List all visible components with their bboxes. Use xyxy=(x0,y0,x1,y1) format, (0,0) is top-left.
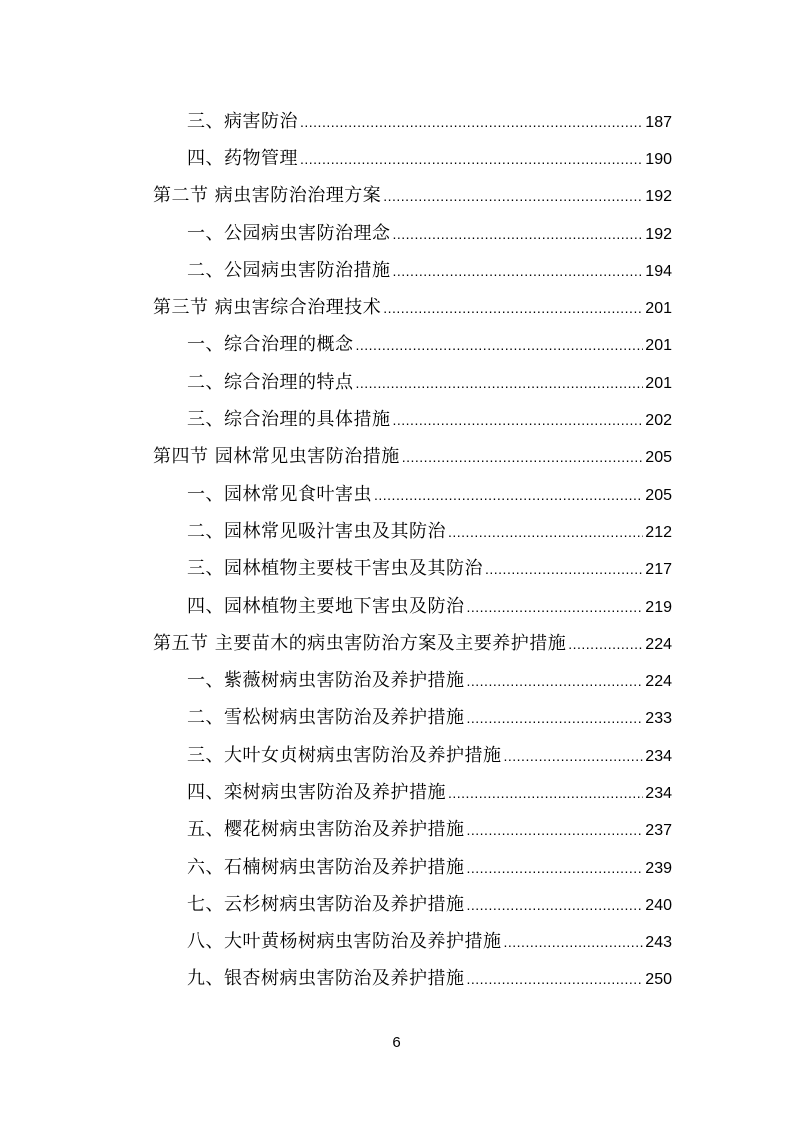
toc-leader-dots xyxy=(393,412,644,428)
toc-leader-dots xyxy=(393,263,644,279)
toc-entry-title: 第三节 病虫害综合治理技术 xyxy=(153,297,382,319)
toc-section-entry[interactable] xyxy=(0,176,793,213)
toc-entry-title: 二、综合治理的特点 xyxy=(187,371,354,393)
toc-entry-page: 234 xyxy=(645,747,672,765)
toc-entry[interactable] xyxy=(0,847,793,884)
toc-entry-title: 一、综合治理的概念 xyxy=(187,334,354,356)
toc-entry-page: 194 xyxy=(645,262,672,280)
toc-section-entry[interactable] xyxy=(0,287,793,324)
toc-entry-page: 201 xyxy=(645,374,672,392)
toc-entry[interactable] xyxy=(0,735,793,772)
toc-leader-dots xyxy=(467,673,644,689)
toc-entry-title: 八、大叶黄杨树病虫害防治及养护措施 xyxy=(187,931,502,953)
toc-leader-dots xyxy=(467,599,644,615)
toc-entry-page: 190 xyxy=(645,150,672,168)
toc-entry-title: 九、银杏树病虫害防治及养护措施 xyxy=(187,968,465,990)
toc-entry-title: 第四节 园林常见虫害防治措施 xyxy=(153,446,400,468)
toc-leader-dots xyxy=(467,860,644,876)
toc-entry-page: 187 xyxy=(645,113,672,131)
toc-entry-page: 201 xyxy=(645,337,672,355)
toc-leader-dots xyxy=(300,151,643,167)
toc-entry-page: 192 xyxy=(645,188,672,206)
toc-leader-dots xyxy=(504,748,644,764)
toc-entry-title: 七、云杉树病虫害防治及养护措施 xyxy=(187,893,465,915)
toc-entry-page: 205 xyxy=(645,486,672,504)
toc-entry-page: 205 xyxy=(645,449,672,467)
toc-leader-dots xyxy=(356,375,644,391)
toc-entry-page: 224 xyxy=(645,635,672,653)
toc-leader-dots xyxy=(448,524,643,540)
toc-entry-page: 240 xyxy=(645,896,672,914)
toc-leader-dots xyxy=(402,449,644,465)
toc-leader-dots xyxy=(504,934,644,950)
toc-entry-page: 192 xyxy=(645,225,672,243)
toc-entry-title: 一、公园病虫害防治理念 xyxy=(187,222,391,244)
toc-entry[interactable] xyxy=(0,698,793,735)
toc-entry[interactable] xyxy=(0,474,793,511)
toc-leader-dots xyxy=(568,636,643,652)
toc-entry-title: 四、园林植物主要地下害虫及防治 xyxy=(187,595,465,617)
toc-entry[interactable] xyxy=(0,101,793,138)
toc-entry-page: 250 xyxy=(645,971,672,989)
toc-leader-dots xyxy=(448,785,643,801)
toc-entry[interactable] xyxy=(0,325,793,362)
toc-leader-dots xyxy=(467,971,644,987)
toc-entry[interactable] xyxy=(0,884,793,921)
toc-entry[interactable] xyxy=(0,922,793,959)
toc-entry[interactable] xyxy=(0,959,793,996)
toc-leader-dots xyxy=(467,710,644,726)
toc-section-entry[interactable] xyxy=(0,437,793,474)
toc-leader-dots xyxy=(383,300,643,316)
toc-entry[interactable] xyxy=(0,549,793,586)
toc-entry-title: 三、园林植物主要枝干害虫及其防治 xyxy=(187,558,483,580)
toc-entry-title: 二、公园病虫害防治措施 xyxy=(187,259,391,281)
toc-entry[interactable] xyxy=(0,213,793,250)
toc-entry-title: 第二节 病虫害防治治理方案 xyxy=(153,185,382,207)
toc-entry-page: 233 xyxy=(645,710,672,728)
toc-entry-page: 201 xyxy=(645,300,672,318)
toc-entry-page: 243 xyxy=(645,934,672,952)
toc-entry-title: 五、樱花树病虫害防治及养护措施 xyxy=(187,819,465,841)
toc-leader-dots xyxy=(300,114,643,130)
toc-entry[interactable] xyxy=(0,399,793,436)
toc-entry[interactable] xyxy=(0,810,793,847)
toc-entry-title: 二、园林常见吸汁害虫及其防治 xyxy=(187,520,446,542)
toc-entry-page: 224 xyxy=(645,673,672,691)
toc-entry-page: 237 xyxy=(645,822,672,840)
toc-entry-title: 二、雪松树病虫害防治及养护措施 xyxy=(187,707,465,729)
toc-entry-title: 三、大叶女贞树病虫害防治及养护措施 xyxy=(187,744,502,766)
table-of-contents xyxy=(0,101,793,996)
toc-entry[interactable] xyxy=(0,138,793,175)
toc-entry[interactable] xyxy=(0,772,793,809)
toc-entry-title: 一、紫薇树病虫害防治及养护措施 xyxy=(187,670,465,692)
toc-entry-title: 四、药物管理 xyxy=(187,147,298,169)
toc-leader-dots xyxy=(393,226,644,242)
page-number: 6 xyxy=(392,1034,401,1051)
toc-leader-dots xyxy=(374,487,643,503)
toc-entry-page: 234 xyxy=(645,784,672,802)
toc-entry-title: 第五节 主要苗木的病虫害防治方案及主要养护措施 xyxy=(153,632,567,654)
toc-entry[interactable] xyxy=(0,586,793,623)
toc-entry[interactable] xyxy=(0,362,793,399)
toc-entry[interactable] xyxy=(0,511,793,548)
toc-leader-dots xyxy=(467,897,644,913)
toc-section-entry[interactable] xyxy=(0,623,793,660)
toc-entry-page: 217 xyxy=(645,561,672,579)
toc-entry-title: 一、园林常见食叶害虫 xyxy=(187,483,372,505)
toc-entry-page: 202 xyxy=(645,412,672,430)
toc-entry[interactable] xyxy=(0,660,793,697)
toc-entry-title: 四、栾树病虫害防治及养护措施 xyxy=(187,781,446,803)
toc-leader-dots xyxy=(485,561,643,577)
toc-entry-page: 212 xyxy=(645,523,672,541)
toc-leader-dots xyxy=(356,337,644,353)
toc-entry-page: 239 xyxy=(645,859,672,877)
toc-entry[interactable] xyxy=(0,250,793,287)
toc-entry-title: 六、石楠树病虫害防治及养护措施 xyxy=(187,856,465,878)
toc-leader-dots xyxy=(383,188,643,204)
toc-entry-title: 三、病害防治 xyxy=(187,110,298,132)
toc-entry-page: 219 xyxy=(645,598,672,616)
toc-leader-dots xyxy=(467,822,644,838)
toc-entry-title: 三、综合治理的具体措施 xyxy=(187,409,391,431)
